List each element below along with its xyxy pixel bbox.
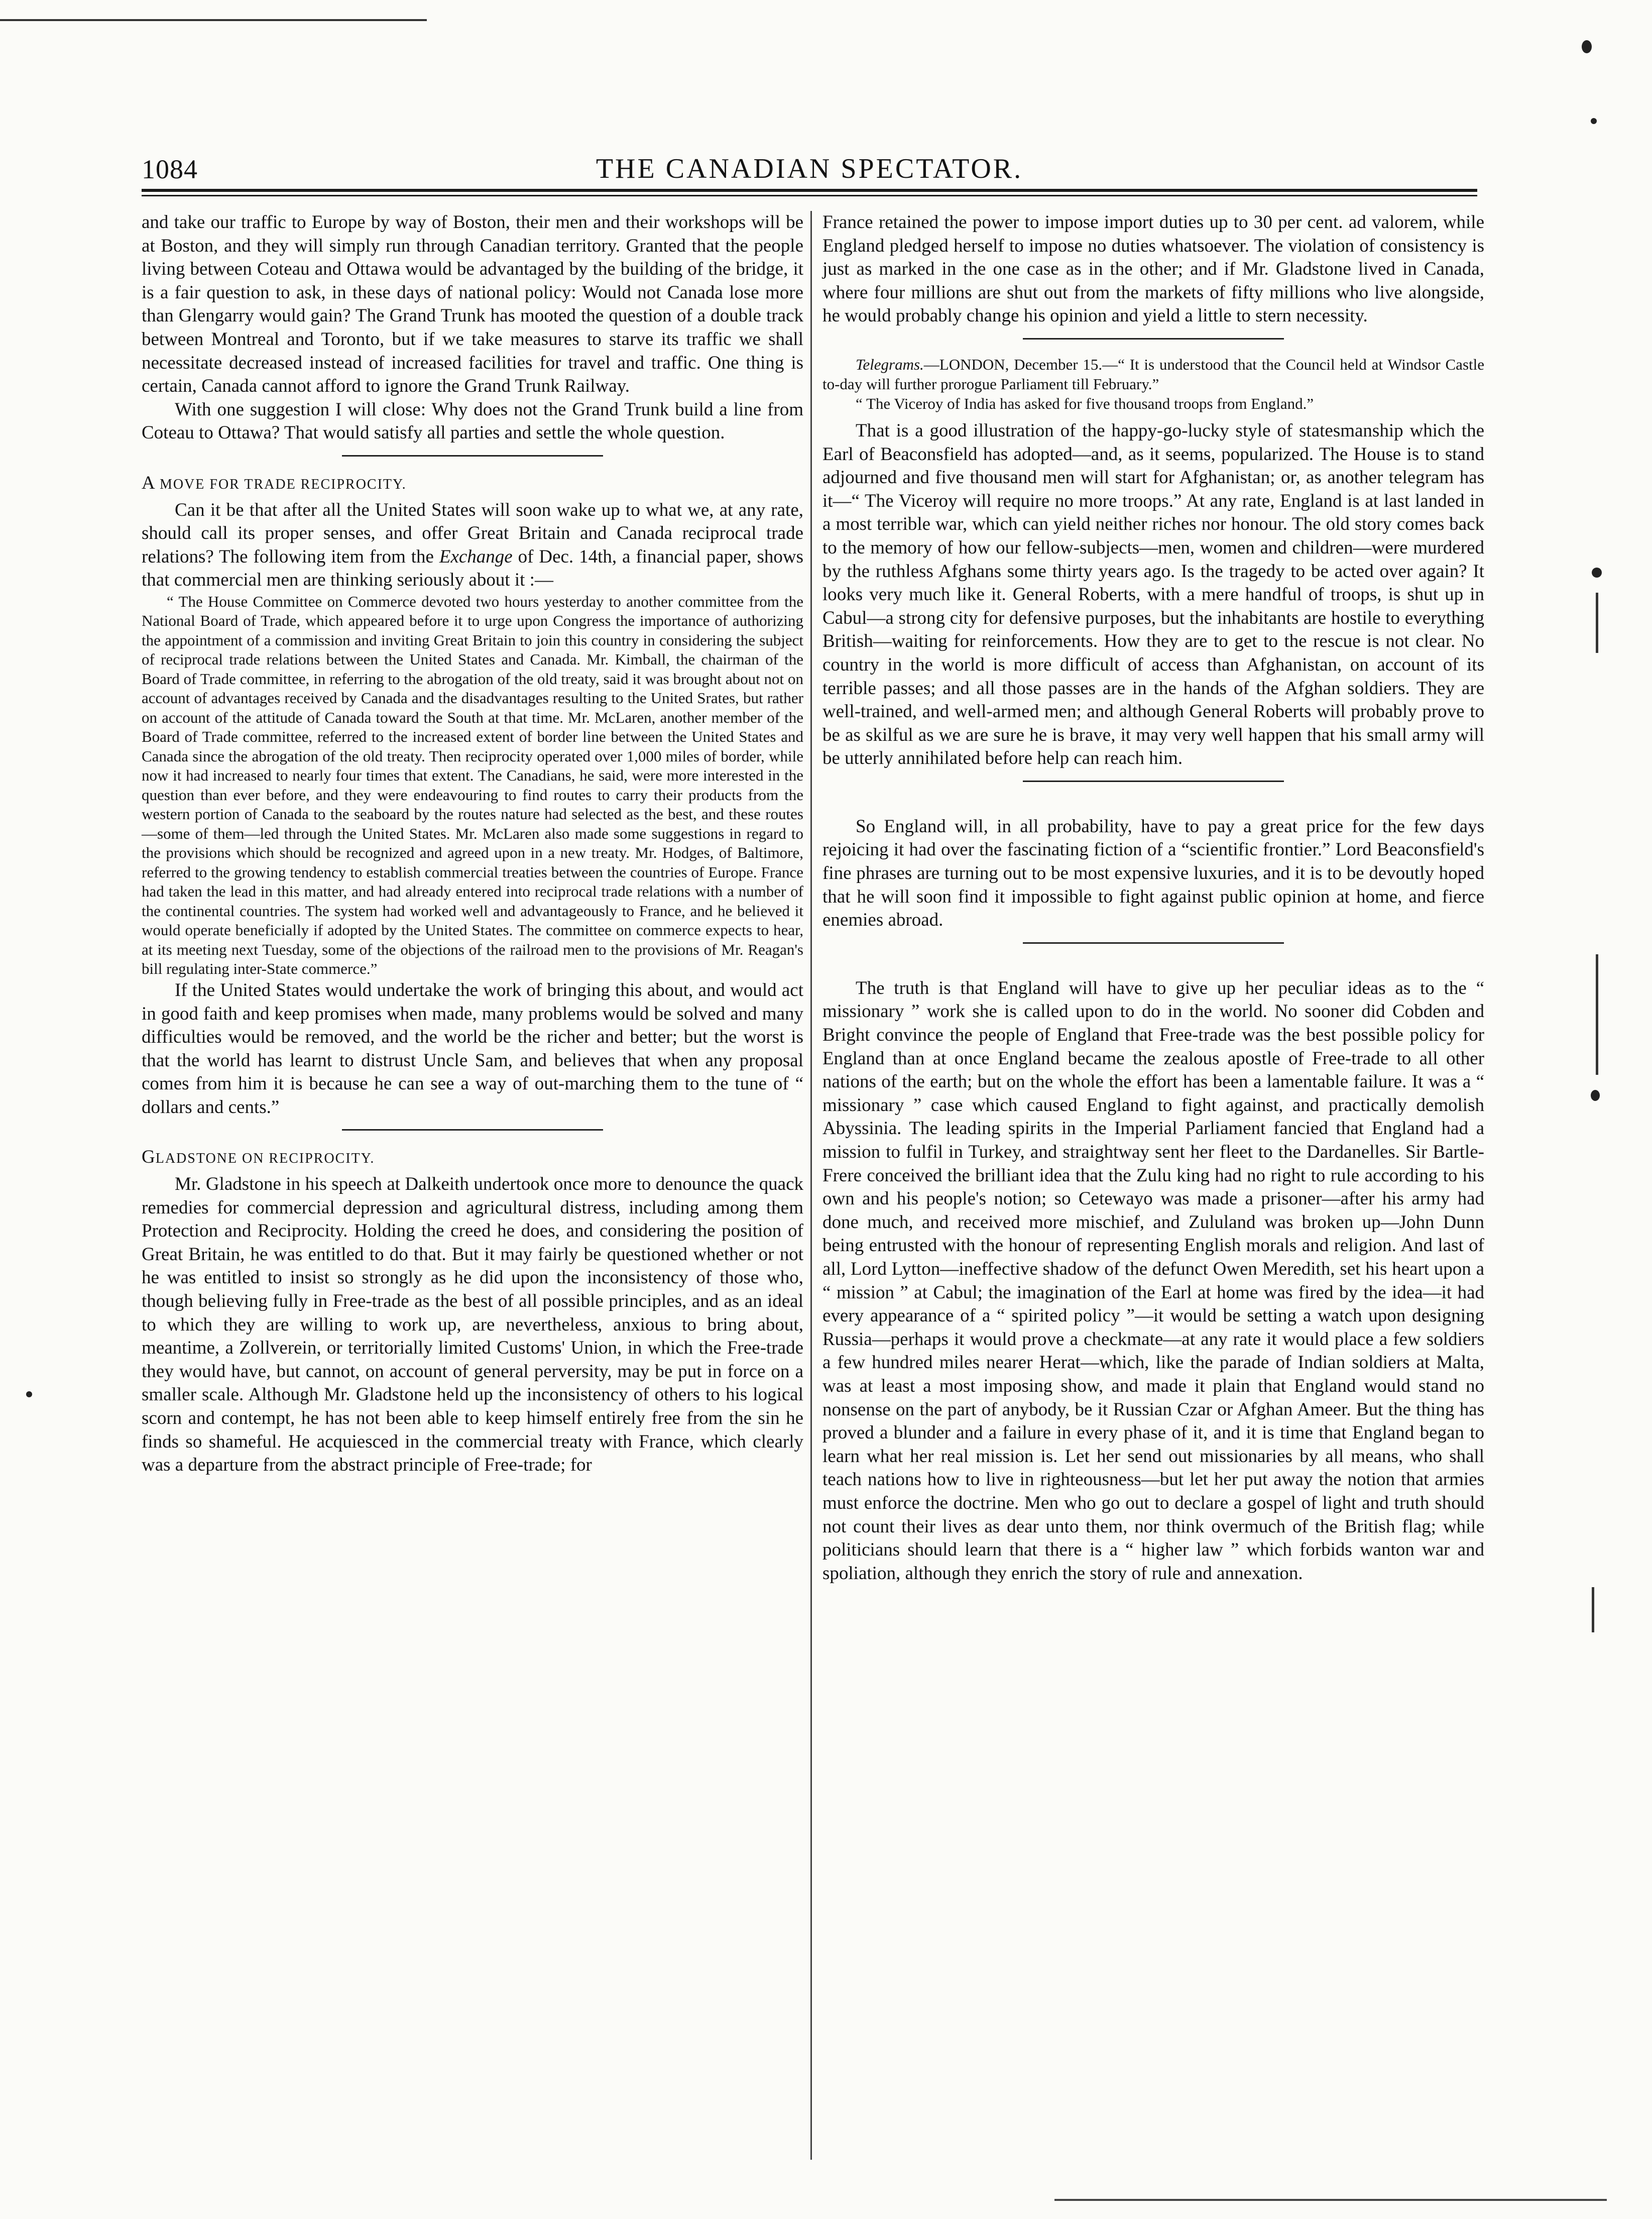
header-rule [142, 195, 1477, 196]
section-divider [1023, 942, 1284, 944]
left-column [142, 211, 803, 1477]
scan-bottom-rule [1054, 2199, 1607, 2201]
paragraph: If the United States would undertake the work of bringing this about, and would act in good faith and keep promises when made, many problems would be solved and many difficulties would be removed, and the world be the richer and better; but the worst is that the world has learnt to distrust Uncle Sam, and believes that when any proposal comes from him it is because he can see a way of out-marching them to the tune of “ dollars and cents.” [142, 979, 803, 1118]
publication-name: Exchange [439, 546, 513, 567]
paragraph [142, 499, 803, 592]
section-heading [142, 1146, 803, 1171]
scan-mark [1591, 118, 1597, 124]
scan-edge-line [1596, 954, 1598, 1075]
paragraph: The truth is that England will have to give up her peculiar ideas as to the “ missionary ” work she is called upon to do in the world. No sooner did Cobden and Bright convince the people of England that Free-trade was the best possible policy for England than at once England became the zealous apostle of Free-trade to all other nations of the earth; but on the whole the effort has been a lamentable failure. It was a “ missionary ” case which caused England to fight against, and practically demolish Abyssinia. The leading spirits in the Imperial Parliament fancied that England had a mission to fulfil in Turkey, and straightway sent her fleet to the Dardanelles. Sir Bartle-Frere conceived the brilliant idea that the Zulu king had no right to rule according to his own and his people's notion; so Cetewayo was made a prisoner—after his army had done much, and received more mischief, and Zululand was broken up—John Dunn being entrusted with the honour of representing English morals and religion. And last of all, Lord Lytton—ineffective shadow of the defunct Owen Meredith, set his heart upon a “ mission ” at Cabul; the imagination of the Earl at home was fired by the idea—it had every appearance of a “ spirited policy ”—it would be setting a watch upon designing Russia—perhaps it would prove a checkmate—at any rate it would place a few soldiers a few hundred miles nearer Herat—which, like the parade of Indian soldiers at Malta, was at least a most imposing show, and made it plain that England would stand no nonsense on the part of anybody, be it Russian Czar or Afghan Ameer. But the thing has proved a blunder and a failure in every phase of it, and it is time that England began to learn what her real mission is. Let her send out missionaries by all means, who shall teach nations how to live in righteousness—but let her put away the notion that armies must enforce the doctrine. Men who go out to declare a gospel of light and truth should not count their lives as dear unto them, nor think overmuch of the British flag; while politicians should learn that there is a “ higher law ” which forbids wanton war and spoliation, although they enrich the story of rule and annexation. [822, 977, 1484, 1584]
block-quote: “ The House Committee on Commerce devoted two hours yesterday to another committee from the National Board of Trade, which appeared before it to urge upon Congress the importance of authorizing the appointment of a commission and inviting Great Britain to join this country in considering the subject of reciprocal trade relations between the United States and Canada. Mr. Kimball, the chairman of the Board of Trade committee, in referring to the abrogation of the old treaty, said it was brought about not on account of advantages received by Canada and the disadvantages resulting to the United Srates, but rather on account of the attitude of Canada toward the South at that time. Mr. McLaren, another member of the Board of Trade committee, referred to the increased extent of border line between the United States and Canada since the abrogation of the old treaty. Then reciprocity operated over 1,000 miles of border, while now it had increased to nearly four times that extent. The Canadians, he said, were more interested in the question than ever before, and they were endeavouring to find routes to carry their products from the western portion of Canada to the seaboard by the routes nature had selected as the best, and these routes—some of them—led through the United States. Mr. McLaren also made some suggestions in regard to the provisions which should be recognized and agreed upon in a new treaty. Mr. Hodges, of Baltimore, referred to the growing tendency to establish commercial treaties between the countries of Europe. France had taken the lead in this matter, and had already entered into reciprocal trade relations with a number of the continental countries. The system had worked well and advantageously to France, and he believed it would operate beneficially if adopted by the United States. The committee on commerce expects to hear, at its meeting next Tuesday, some of the objections of the railroad men to the provisions of Mr. Reagan's bill regulating inter-State commerce.” [142, 592, 803, 978]
section-divider [342, 455, 603, 457]
scan-mark [1592, 568, 1602, 578]
scan-mark [26, 1391, 32, 1397]
telegram [822, 355, 1484, 394]
heading-text: MOVE FOR TRADE RECIPROCITY. [159, 476, 407, 492]
paragraph: That is a good illustration of the happy-go-lucky style of statesmanship which the Earl of Beaconsfield has adopted—and, as it seems, popularized. The House is to stand adjourned and five thousand men will start for Afghanistan; or, as another telegram has it—“ The Viceroy will require no more troops.” At any rate, England is at last landed in a most terrible war, which can yield neither riches nor honour. The old story comes back to the memory of how our fellow-subjects—men, women and children—were murdered by the ruthless Afghans some thirty years ago. Is the tragedy to be acted over again? It looks very much like it. General Roberts, with a mere handful of troops, is shut up in Cabul—a strong city for defensive purposes, but the inhabitants are hostile to everything British—waiting for reinforcements. How they are to get to the rescue is not clear. No country in the world is more difficult of access than Afghanistan, on account of its terrible passes; and all those passes are in the hands of the Afghan soldiers. They are well-trained, and well-armed men; and although General Roberts will probably prove to be as skilful as we are sure he is brave, it may very well happen that his small army will be utterly annihilated before help can reach him. [822, 420, 1484, 769]
telegram-label: Telegrams. [856, 355, 924, 373]
masthead-title: THE CANADIAN SPECTATOR. [596, 153, 1023, 184]
text-run: of Dec. 14th, a financial paper, shows that commercial men are thinking seriously about it :— [142, 546, 804, 591]
section-heading [142, 472, 803, 497]
heading-initial: G [142, 1147, 156, 1168]
section-divider [1023, 781, 1284, 782]
paragraph: Mr. Gladstone in his speech at Dalkeith undertook once more to denounce the quack remedies for commercial depression and agricultural distress, including among them Protection and Reciprocity. Holding the creed he does, and considering the position of Great Britain, he was entitled to do that. But it may fairly be questioned whether or not he was entitled to insist so strongly as he did upon the inconsistency of those who, though believing fully in Free-trade as the best of all possible principles, and as an ideal to which they are willing to work up, are nevertheless, anxious to bring about, meantime, a Zollverein, or territorially limited Customs' Union, in which the Free-trade they would have, but cannot, on account of general perversity, may be put in force on a smaller scale. Although Mr. Gladstone held up the inconsistency of others to his logical scorn and contempt, he has not been able to keep himself entirely free from the sin he finds so shameful. He acquiesced in the commercial treaty with France, which clearly was a departure from the abstract principle of Free-trade; for [142, 1174, 803, 1476]
scan-top-rule [0, 19, 427, 21]
paragraph: and take our traffic to Europe by way of Boston, their men and their workshops will be at Boston, and they will simply run through Canadian territory. Granted that the people living between Coteau and Ottawa would be advantaged by the building of the bridge, it is a fair question to ask, in these days of national policy: Would not Canada lose more than Glengarry would gain? The Grand Trunk has mooted the question of a double track between Montreal and Toronto, but if we take measures to starve its traffic we shall necessitate decreased instead of increased facilities for travel and traffic. One thing is certain, Canada cannot afford to ignore the Grand Trunk Railway. [142, 212, 803, 397]
page-header [142, 151, 1477, 188]
paragraph: So England will, in all probability, have to pay a great price for the few days rejoicing it had over the fascinating fiction of a “scientific frontier.” Lord Beaconsfield's fine phrases are turning out to be most expensive luxuries, and it is to be devoutly hoped that he will soon find it impossible to fight against public opinion at home, and fierce enemies abroad. [822, 816, 1484, 931]
heading-text: LADSTONE ON RECIPROCITY. [155, 1151, 375, 1167]
page-number: 1084 [142, 154, 198, 184]
telegram-city: —LONDON, [923, 355, 1009, 373]
column-divider [810, 211, 812, 2160]
section-divider [1023, 338, 1284, 340]
scan-mark [1591, 1090, 1600, 1101]
telegram: “ The Viceroy of India has asked for five thousand troops from England.” [856, 394, 1314, 412]
scan-edge-line [1592, 1587, 1594, 1632]
text-run: Can it be that after all the United States will soon wake up to what we, at any rate, should call its proper senses, and offer Great Britain and Canada reciprocal trade relations? The following item from the [142, 499, 803, 567]
paragraph: France retained the power to impose import duties up to 30 per cent. ad valorem, while England pledged herself to impose no duties whatsoever. The violation of consistency is just as marked in the one case as in the other; and if Mr. Gladstone lived in Canada, where four millions are shut out from the markets of fifty millions who live alongside, he would probably change his opinion and yield a little to stern necessity. [822, 212, 1484, 326]
paragraph: With one suggestion I will close: Why does not the Grand Trunk build a line from Coteau to Ottawa? That would satisfy all parties and settle the whole question. [142, 399, 803, 443]
right-column [822, 211, 1484, 1585]
section-divider [342, 1129, 603, 1131]
heading-initial: A [142, 472, 155, 493]
header-rule [142, 189, 1477, 192]
scan-mark [1582, 40, 1592, 53]
scan-edge-line [1596, 593, 1598, 653]
telegram-text: December 15.—“ It is understood that the Council held at Windsor Castle to-day will further prorogue Parliament till February.” [822, 355, 1484, 393]
